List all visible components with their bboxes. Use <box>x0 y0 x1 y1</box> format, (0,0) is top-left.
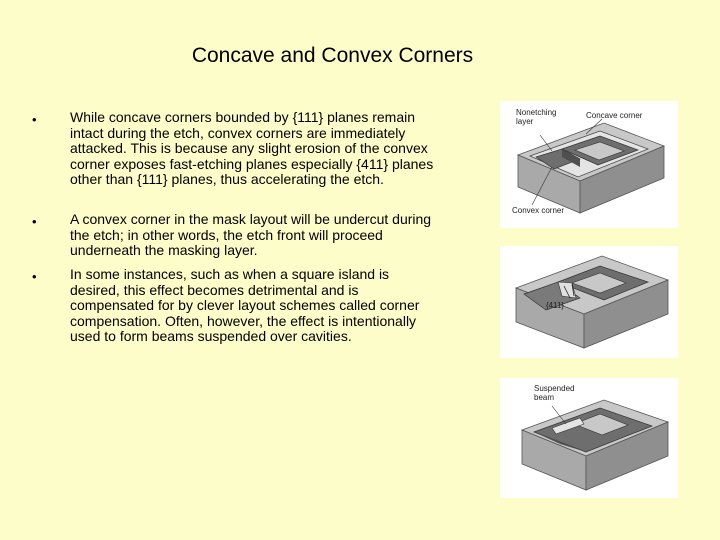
bullet-text-3: In some instances, such as when a square island is desired, this effect becomes detrimental and is compensated for by clever layout schemes called corner compensation. Often, however, the effect is intentionally used to form beams suspended over cavities. <box>70 266 420 344</box>
bullet-marker: • <box>32 214 37 229</box>
figure-3-drawing <box>500 378 678 498</box>
figure-411-undercut <box>500 246 678 358</box>
figure-2-drawing <box>500 246 678 358</box>
bullet-text-1: While concave corners bounded by {111} planes remain intact during the etch, convex corners are immediately attacked. This is because any slight erosion of the convex corner exposes fast-etching planes especially {411} planes other than {111} planes, thus accelerating the etch. <box>70 109 434 187</box>
label-nonetching-layer-2: layer <box>516 117 534 126</box>
bullet-text-2: A convex corner in the mask layout will be undercut during the etch; in other words, the etch front will proceed underneath the masking layer. <box>70 211 432 258</box>
label-convex-corner: Convex corner <box>512 206 565 215</box>
label-concave-corner: Concave corner <box>586 111 643 120</box>
label-411-plane: {411} <box>546 301 565 310</box>
slide-title: Concave and Convex Corners <box>191 44 474 67</box>
label-suspended-beam-2: beam <box>534 393 555 402</box>
bullet-marker: • <box>32 112 37 127</box>
figure-1-drawing <box>500 101 678 228</box>
label-suspended-beam-1: Suspended <box>534 384 575 393</box>
label-nonetching-layer-1: Nonetching <box>516 108 557 117</box>
bullet-marker: • <box>32 269 37 284</box>
figure-concave-convex-corners <box>500 101 678 228</box>
figure-suspended-beam <box>500 378 678 498</box>
